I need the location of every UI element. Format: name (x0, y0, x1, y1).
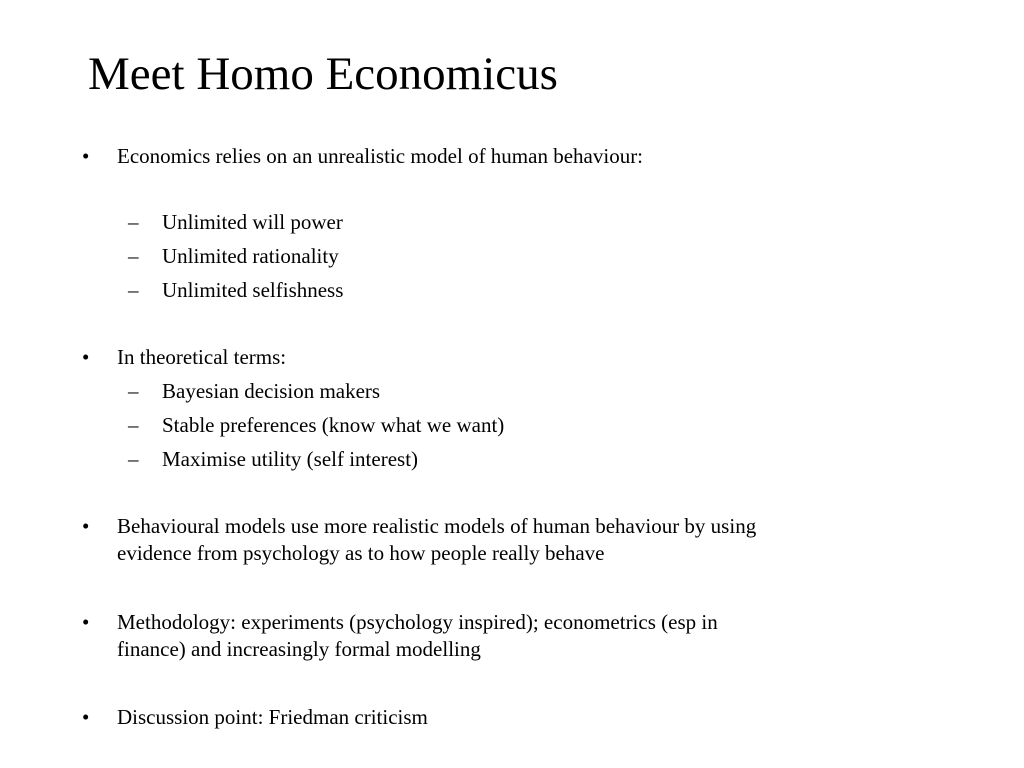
sub-bullet-text: Stable preferences (know what we want) (162, 413, 505, 437)
bullet-text: Discussion point: Friedman criticism (117, 705, 428, 729)
bullet-icon: • (82, 610, 90, 634)
slide-title: Meet Homo Economicus (88, 48, 558, 100)
dash-icon: – (128, 244, 139, 268)
bullet-icon: • (82, 705, 90, 729)
bullet-text-line-1: Methodology: experiments (psychology inspired); econometrics (esp in (117, 610, 718, 634)
sub-bullet-text: Unlimited will power (162, 210, 343, 234)
bullet-icon: • (82, 345, 90, 369)
bullet-icon: • (82, 514, 90, 538)
dash-icon: – (128, 278, 139, 302)
bullet-text-line-2: finance) and increasingly formal modelling (117, 637, 481, 661)
dash-icon: – (128, 447, 139, 471)
dash-icon: – (128, 413, 139, 437)
bullet-text: In theoretical terms: (117, 345, 287, 369)
dash-icon: – (128, 210, 139, 234)
sub-bullet-text: Maximise utility (self interest) (162, 447, 419, 471)
bullet-text-line-1: Behavioural models use more realistic models of human behaviour by using (117, 514, 757, 538)
sub-bullet-text: Unlimited selfishness (162, 278, 344, 302)
bullet-text: Economics relies on an unrealistic model of human behaviour: (117, 144, 644, 168)
sub-bullet-text: Bayesian decision makers (162, 379, 381, 403)
bullet-icon: • (82, 144, 90, 168)
dash-icon: – (128, 379, 139, 403)
bullet-text-line-2: evidence from psychology as to how people really behave (117, 541, 605, 565)
sub-bullet-text: Unlimited rationality (162, 244, 339, 268)
